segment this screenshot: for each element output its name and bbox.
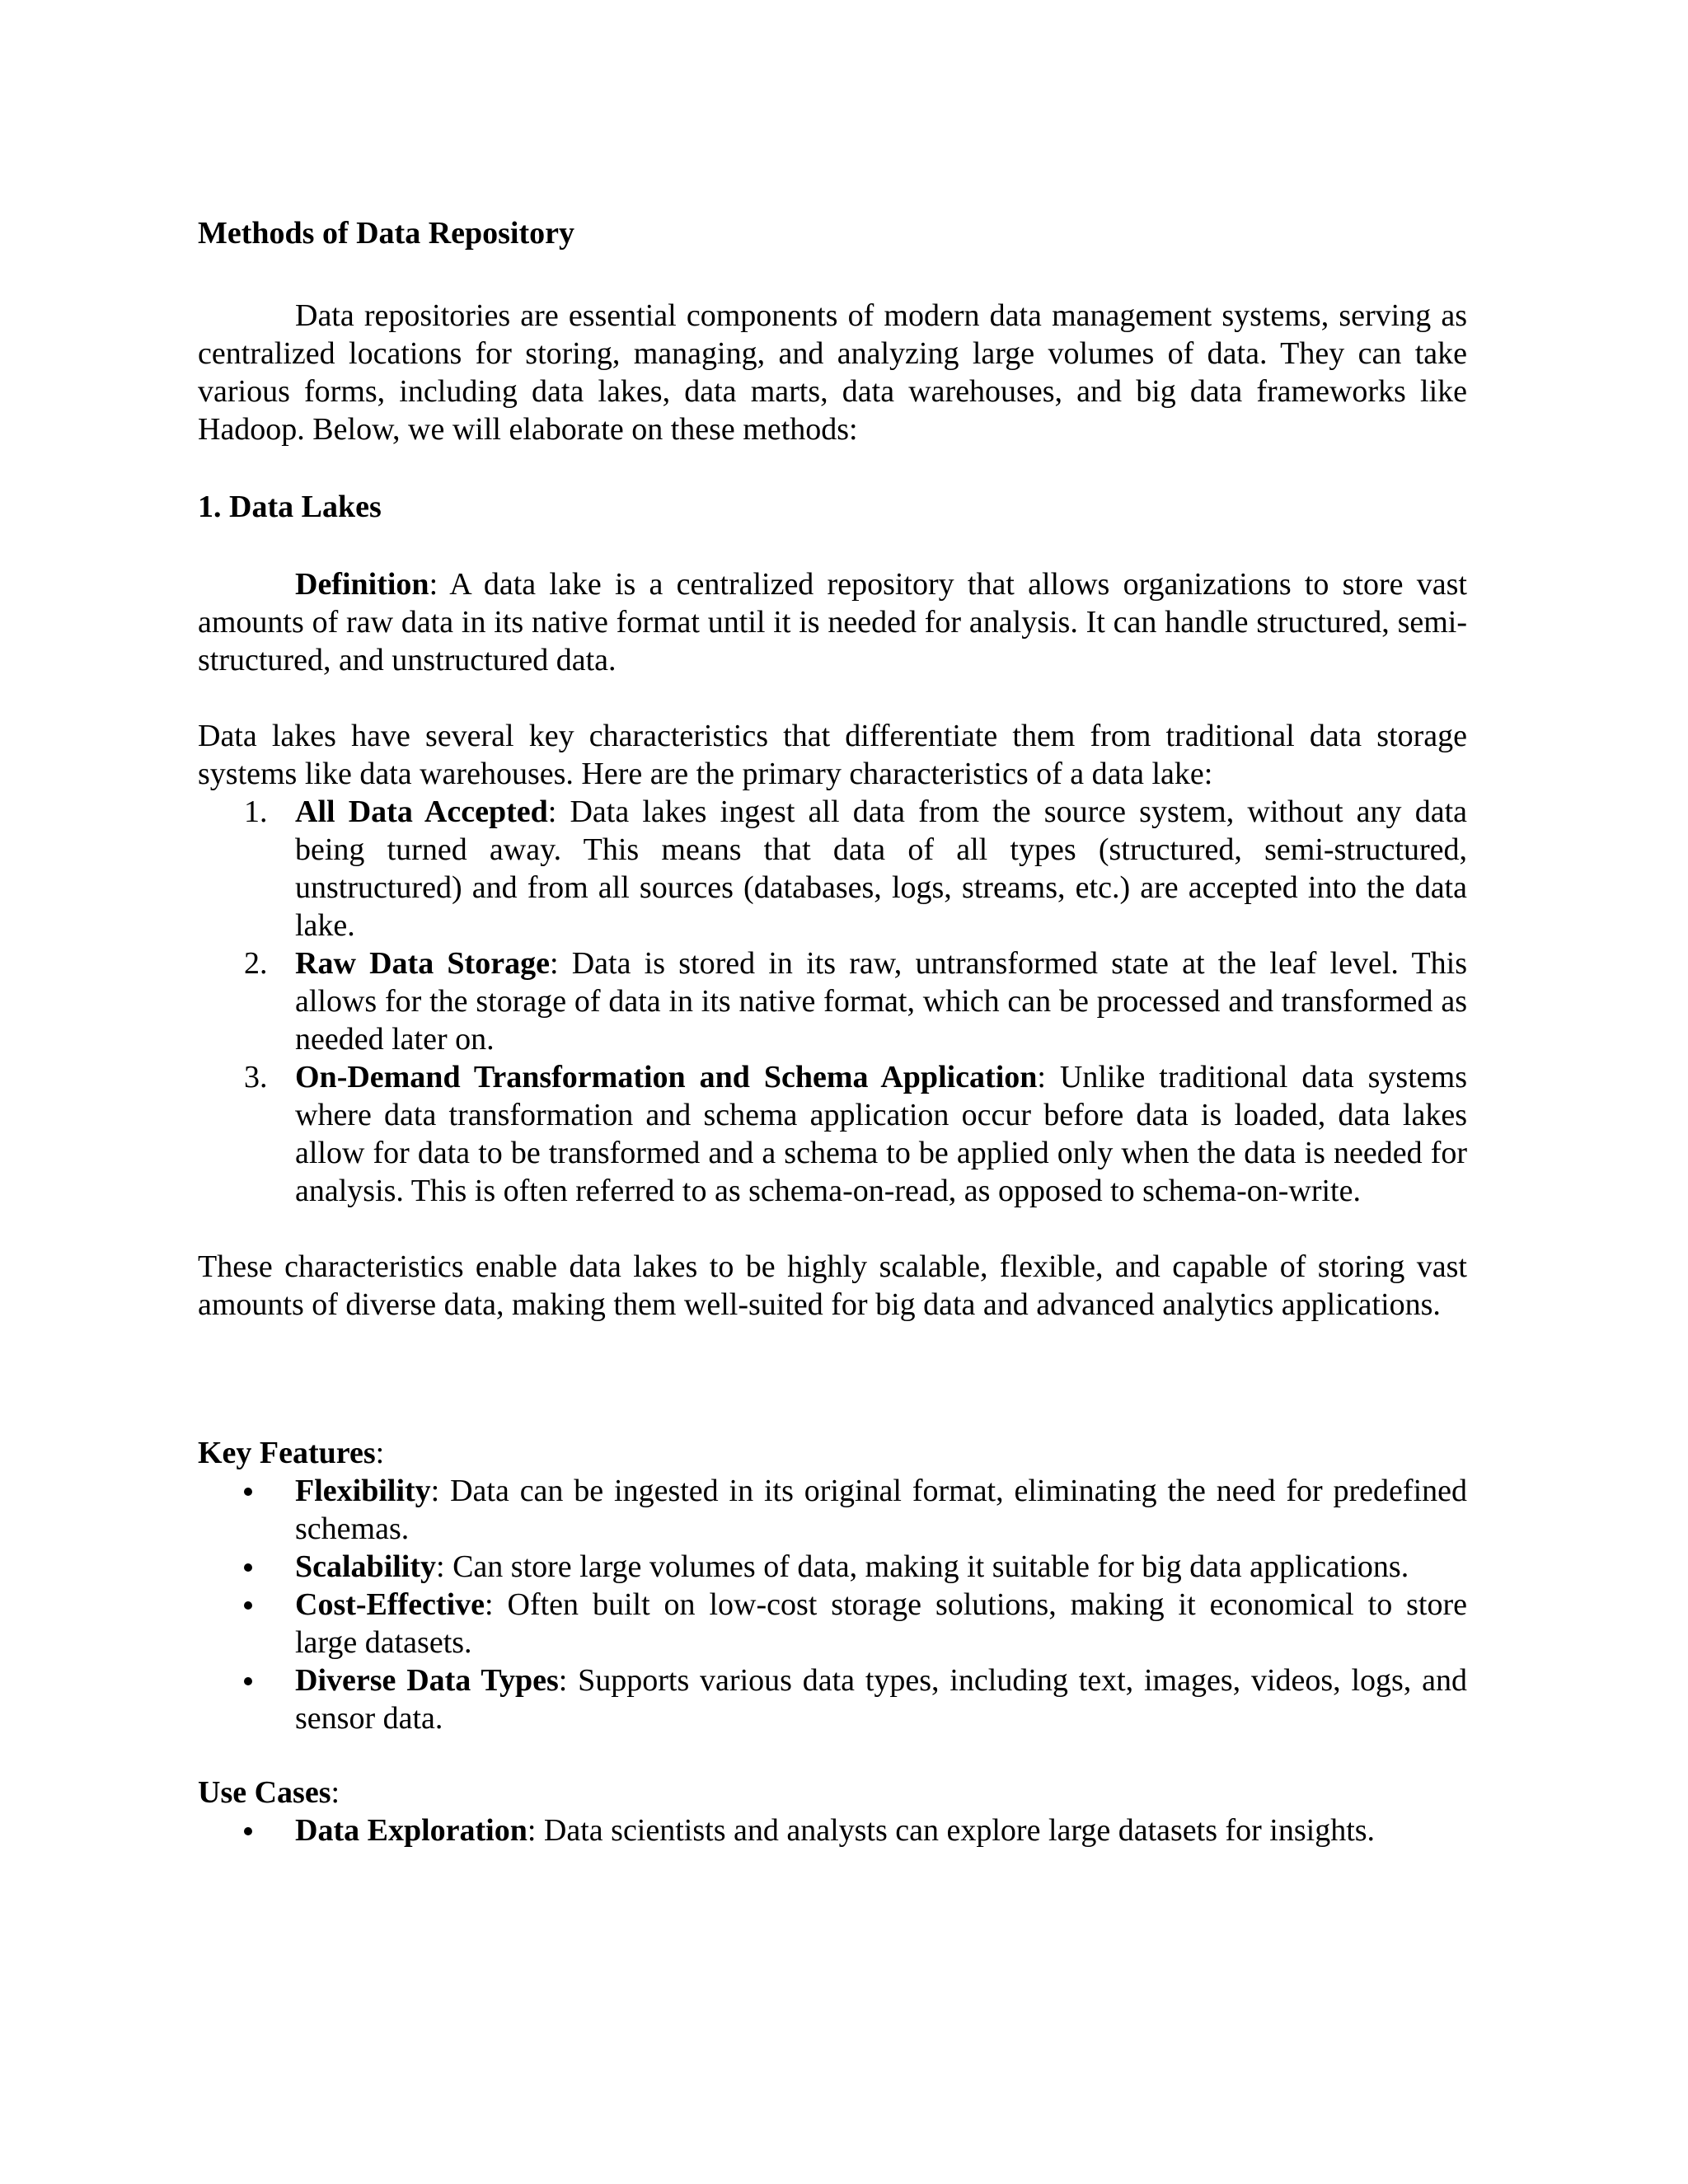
definition-text: : A data lake is a centralized repository that allows organizations to store vast amounts of raw data in its native format until it is needed for analysis. It can handle structured, semi-structured, and unstructured data.	[198, 567, 1467, 677]
bullet-icon	[244, 1488, 252, 1496]
characteristics-intro-paragraph: Data lakes have several key characteristics that differentiate them from traditional data storage systems like data warehouses. Here are the primary characteristics of a data lake:	[198, 719, 1467, 791]
list-item-text: : Unlike traditional data systems where data transformation and schema application occur before data is loaded, data lakes allow for data to be transformed and a schema to be applied only when the data is needed for analysis. This is often referred to as schema-on-read, as opposed to schema-on-write.	[295, 1060, 1467, 1208]
document-page	[198, 213, 1467, 1849]
list-item-label: Data Exploration	[295, 1813, 528, 1848]
definition-paragraph	[198, 565, 1467, 679]
list-item-text: : Data can be ingested in its original format, eliminating the need for predefined schemas.	[295, 1474, 1467, 1546]
list-item-text: : Data lakes ingest all data from the source system, without any data being turned away. This means that data of all types (structured, semi-structured, unstructured) and from all sources (databases, logs, streams, etc.) are accepted into the data lake.	[295, 794, 1467, 943]
list-item	[198, 1472, 1467, 1548]
key-features-list	[198, 1472, 1467, 1737]
list-item	[198, 944, 1467, 1058]
characteristics-summary-paragraph: These characteristics enable data lakes to be highly scalable, flexible, and capable of storing vast amounts of diverse data, making them well-suited for big data and advanced analytics applications.	[198, 1249, 1467, 1322]
list-item-text: : Supports various data types, including text, images, videos, logs, and sensor data.	[295, 1663, 1467, 1736]
list-item	[198, 1586, 1467, 1661]
use-cases-list	[198, 1811, 1467, 1849]
list-item-label: On-Demand Transformation and Schema Application	[295, 1060, 1038, 1094]
list-item-label: All Data Accepted	[295, 794, 548, 829]
list-number: 3.	[244, 1060, 268, 1094]
document-title: Methods of Data Repository	[198, 216, 575, 251]
list-item	[198, 1058, 1467, 1210]
bullet-icon	[244, 1677, 252, 1685]
list-number: 1.	[244, 794, 268, 829]
key-features-heading	[198, 1434, 1467, 1472]
list-item	[198, 1548, 1467, 1586]
use-cases-heading-colon: :	[331, 1775, 340, 1810]
list-item-label: Cost-Effective	[295, 1587, 485, 1622]
list-item-label: Scalability	[295, 1549, 437, 1584]
bullet-icon	[244, 1827, 252, 1835]
key-features-heading-label: Key Features	[198, 1436, 376, 1470]
list-item	[198, 793, 1467, 944]
list-item-label: Diverse Data Types	[295, 1663, 559, 1698]
use-cases-heading	[198, 1774, 1467, 1811]
key-features-heading-colon: :	[375, 1436, 385, 1470]
list-item-text: : Often built on low-cost storage solutions, making it economical to store large datasets.	[295, 1587, 1467, 1660]
list-item-text: : Data is stored in its raw, untransformed state at the leaf level. This allows for the storage of data in its native format, which can be processed and transformed as needed later on.	[295, 946, 1467, 1057]
section-heading-data-lakes: 1. Data Lakes	[198, 490, 382, 524]
list-item	[198, 1811, 1467, 1849]
list-item-label: Flexibility	[295, 1474, 431, 1508]
list-item-label: Raw Data Storage	[295, 946, 550, 981]
list-item-text: : Data scientists and analysts can explore large datasets for insights.	[527, 1813, 1376, 1848]
intro-paragraph: Data repositories are essential components of modern data management systems, serving as centralized locations for storing, managing, and analyzing large volumes of data. They can take various forms, including data lakes, data marts, data warehouses, and big data frameworks like Hadoop. Below, we will elaborate on these methods:	[198, 298, 1467, 447]
bullet-icon	[244, 1563, 252, 1572]
list-item	[198, 1661, 1467, 1737]
characteristics-list	[198, 793, 1467, 1210]
definition-label: Definition	[295, 567, 429, 602]
use-cases-heading-label: Use Cases	[198, 1775, 331, 1810]
bullet-icon	[244, 1601, 252, 1610]
list-number: 2.	[244, 946, 268, 981]
list-item-text: : Can store large volumes of data, making it suitable for big data applications.	[436, 1549, 1409, 1584]
